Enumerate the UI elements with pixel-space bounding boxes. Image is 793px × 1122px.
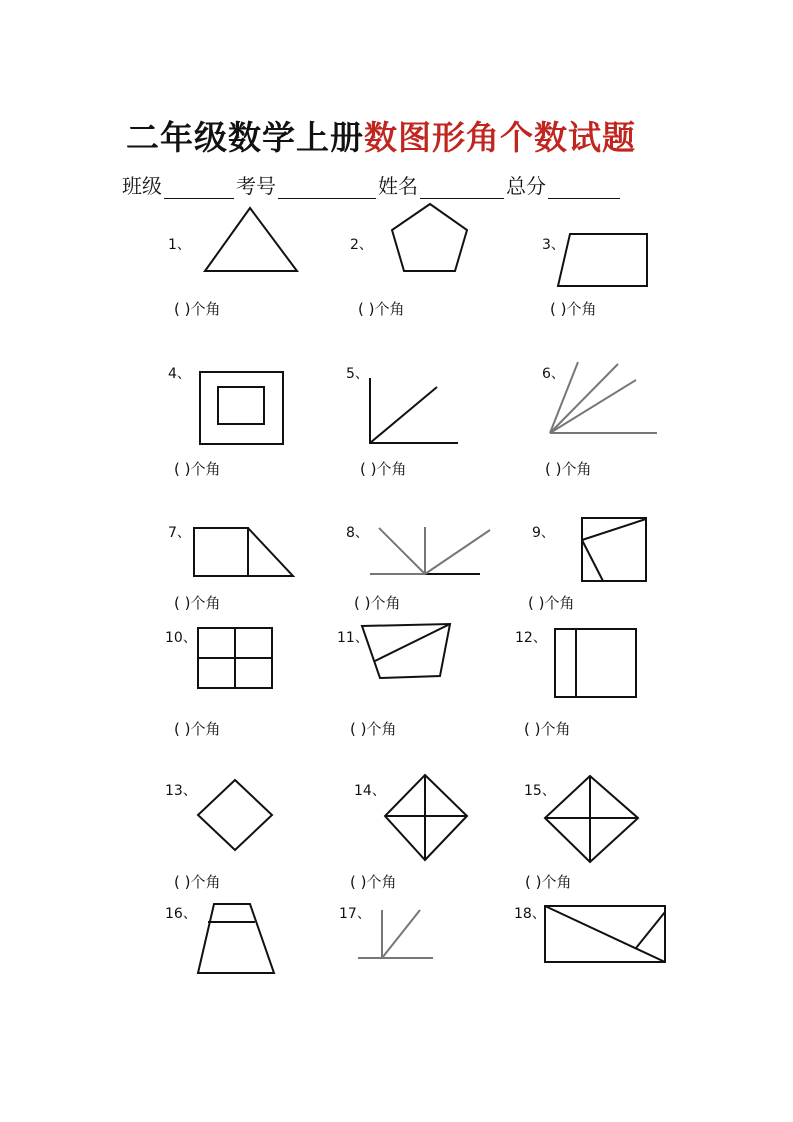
figure-rhombus	[198, 780, 272, 850]
exam-no-label: 考号	[236, 174, 276, 198]
item-label: 2、	[350, 237, 373, 253]
figure-fan-rays	[550, 362, 657, 433]
answer-blank[interactable]: ( )个角	[174, 873, 221, 891]
item-label: 9、	[532, 525, 555, 541]
figure-rectangle-cross	[198, 628, 272, 688]
answer-blank[interactable]: ( )个角	[174, 720, 221, 738]
item-label: 12、	[515, 630, 547, 646]
name-label: 姓名	[378, 174, 418, 198]
answer-blank[interactable]: ( )个角	[174, 460, 221, 478]
item-label: 13、	[165, 783, 197, 799]
item-label: 18、	[514, 906, 546, 922]
item-label: 11、	[337, 630, 369, 646]
figure-rectangle-divided	[555, 629, 636, 697]
item-label: 16、	[165, 906, 197, 922]
score-label: 总分	[506, 174, 546, 198]
figure-rectangle-diagonal	[545, 906, 665, 962]
figure-nested-squares	[200, 372, 283, 444]
answer-blank[interactable]: ( )个角	[524, 720, 571, 738]
answer-blank[interactable]: ( )个角	[528, 594, 575, 612]
item-label: 3、	[542, 237, 565, 253]
title-black: 二年级数学上册	[126, 118, 364, 157]
figure-parallelogram	[558, 234, 647, 286]
item-label: 7、	[168, 525, 191, 541]
figure-square-with-lines	[582, 518, 646, 581]
figure-rhombus-cross-wide	[545, 776, 638, 862]
figure-rectangle-with-triangle	[194, 528, 293, 576]
answer-blank[interactable]: ( )个角	[550, 300, 597, 318]
class-label: 班级	[122, 174, 162, 198]
figure-trapezoid-divided	[198, 904, 274, 973]
answer-blank[interactable]: ( )个角	[350, 720, 397, 738]
figure-three-rays	[370, 378, 458, 443]
item-label: 15、	[524, 783, 556, 799]
answer-blank[interactable]: ( )个角	[174, 300, 221, 318]
figure-angle-rays	[358, 910, 433, 958]
item-label: 5、	[346, 366, 369, 382]
item-label: 6、	[542, 366, 565, 382]
item-label: 4、	[168, 366, 191, 382]
answer-blank[interactable]: ( )个角	[360, 460, 407, 478]
answer-blank[interactable]: ( )个角	[174, 594, 221, 612]
title-red: 数图形角个数试题	[364, 118, 636, 157]
item-label: 8、	[346, 525, 369, 541]
answer-blank[interactable]: ( )个角	[545, 460, 592, 478]
figure-rays-on-line	[370, 527, 490, 574]
answer-blank[interactable]: ( )个角	[354, 594, 401, 612]
item-label: 1、	[168, 237, 191, 253]
answer-blank[interactable]: ( )个角	[358, 300, 405, 318]
item-label: 10、	[165, 630, 197, 646]
figure-triangle	[205, 208, 297, 271]
figure-rhombus-cross	[385, 775, 467, 860]
answer-blank[interactable]: ( )个角	[525, 873, 572, 891]
answer-blank[interactable]: ( )个角	[350, 873, 397, 891]
item-label: 17、	[339, 906, 371, 922]
figure-quadrilateral-diagonal	[362, 624, 450, 678]
item-label: 14、	[354, 783, 386, 799]
figure-pentagon	[392, 204, 467, 271]
